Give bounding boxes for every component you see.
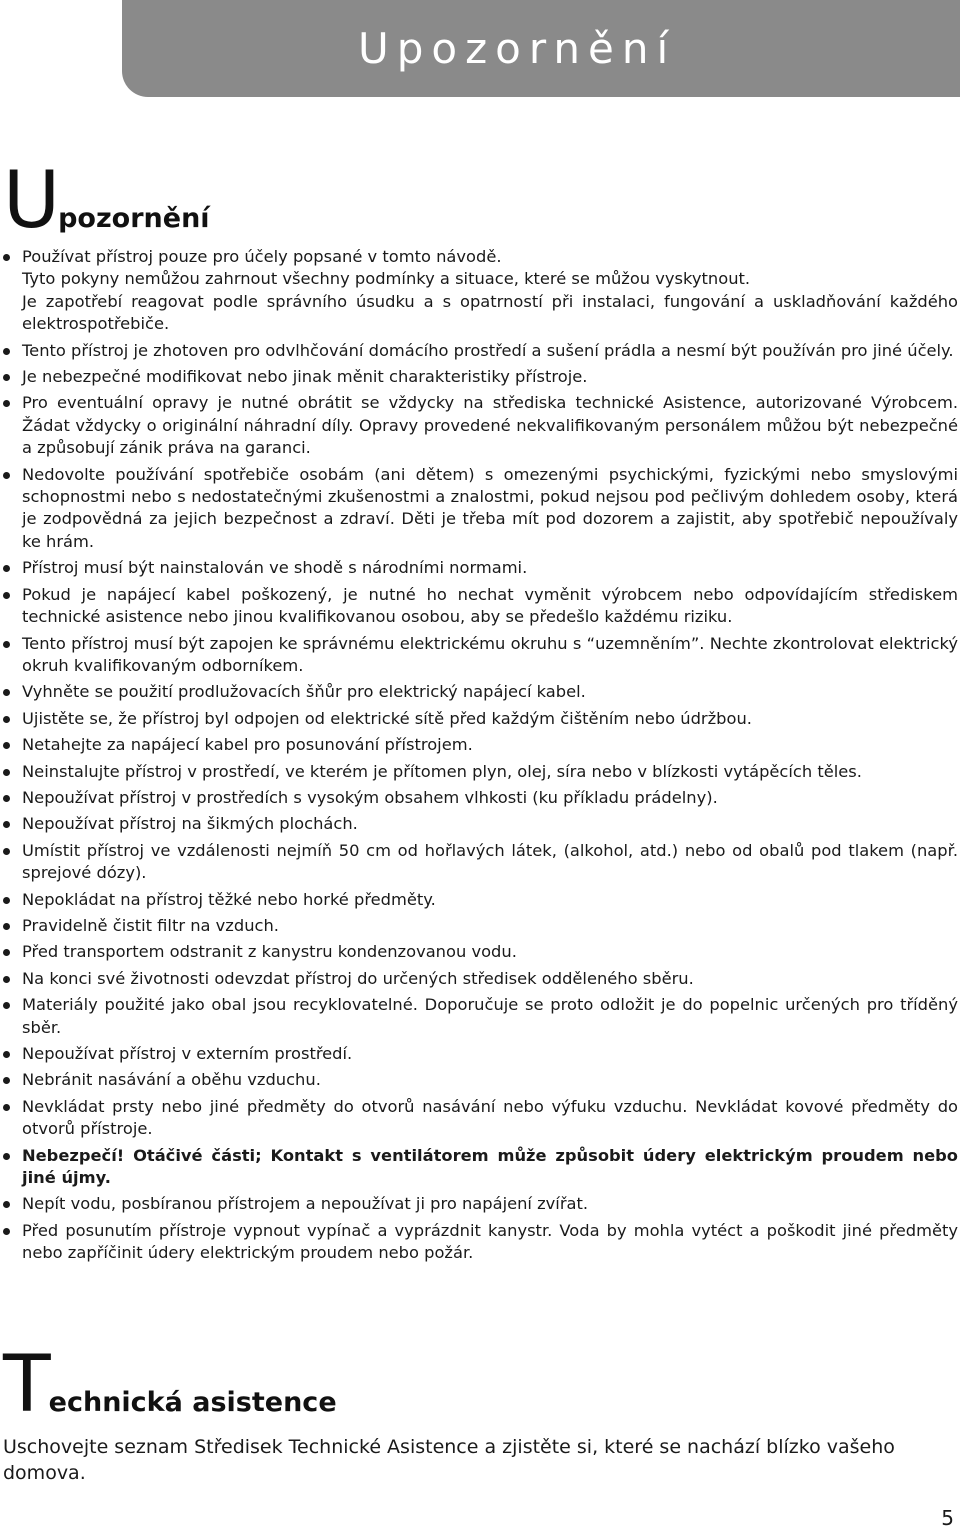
list-item-text: Netahejte za napájecí kabel pro posunování přístrojem. [22,735,473,755]
bullet-icon [3,1077,10,1084]
list-item [0,1145,958,1190]
heading-initial: U [3,156,59,246]
list-item [0,734,958,756]
bullet-icon [3,949,10,956]
list-item [0,840,958,885]
list-item-text: Nevkládat prsty nebo jiné předměty do otvorů nasávání nebo výfuku vzduchu. Nevkládat kovové předměty do otvorů přístroje. [22,1096,958,1139]
list-item-text: Umístit přístroj ve vzdálenosti nejmíň 50 cm od hořlavých látek, (alkohol, atd.) nebo od obalů pod tlakem (např. sprejové dózy). [22,840,958,883]
list-item [0,392,958,459]
bullet-icon [3,923,10,930]
bullet-icon [3,592,10,599]
list-item-text: Tyto pokyny nemůžou zahrnout všechny podmínky a situace, které se můžou vyskytnout. [22,269,751,289]
bullet-icon [3,976,10,983]
header-banner [122,0,960,97]
list-item-text: Vyhněte se použití prodlužovacích šňůr pro elektrický napájecí kabel. [22,682,586,702]
list-item [0,708,958,730]
heading-rest: pozornění [58,203,210,234]
bullet-icon [3,821,10,828]
list-item [0,1069,958,1091]
section-heading-upozorneni [3,156,210,246]
list-item-text: Nepít vodu, posbíranou přístrojem a nepoužívat ji pro napájení zvířat. [22,1194,589,1214]
list-item-text: Na konci své životnosti odevzdat přístroj do určených středisek odděleného sběru. [22,968,694,988]
list-item-text: Používat přístroj pouze pro účely popsané v tomto návodě. [22,247,502,266]
list-item [0,1220,958,1265]
list-item [0,761,958,783]
list-item [0,340,958,362]
bullet-icon [3,374,10,381]
bullet-icon [3,769,10,776]
list-item-text: Nepoužívat přístroj na šikmých plochách. [22,814,358,834]
list-item-text: Nepokládat na přístroj těžké nebo horké předměty. [22,889,436,909]
list-item-text: Přístroj musí být nainstalován ve shodě s národními normami. [22,558,528,578]
bullet-icon [3,472,10,479]
list-item-text: Před transportem odstranit z kanystru kondenzovanou vodu. [22,942,517,962]
list-item-text: Nepoužívat přístroj v prostředích s vysokým obsahem vlhkosti (ku příkladu prádelny). [22,787,718,807]
bullet-icon [3,565,10,572]
list-item [0,994,958,1039]
list-item-text: Nebezpečí! Otáčivé části; Kontakt s ventilátorem může způsobit údery elektrickým proudem nebo jiné újmy. [22,1145,958,1188]
bullet-icon [3,1201,10,1208]
list-item-text: Pro eventuální opravy je nutné obrátit se vždycky na střediska technické Asistence, autorizované Výrobcem. Žádat vždycky o originální náhradní díly. Opravy provedené nekvalifikovaným personálem můžou být nebezpečné a způsobují zánik práva na garanci. [22,393,958,458]
list-item-text: Před posunutím přístroje vypnout vypínač a vyprázdnit kanystr. Voda by mohla vytéct a poškodit jiné předměty nebo zapříčinit údery elektrickým proudem nebo požár. [22,1220,958,1263]
list-item [0,1043,958,1065]
list-item [0,813,958,835]
list-item [0,1193,958,1215]
bullet-icon [3,689,10,696]
bullet-icon [3,742,10,749]
list-item [0,968,958,990]
bullet-icon [3,1104,10,1111]
list-item-text: Je zapotřebí reagovat podle správního úsudku a s opatrností při instalaci, fungování a uskladňování každého elektrospotřebiče. [22,291,958,334]
list-item [0,915,958,937]
list-item-text: Nedovolte používání spotřebiče osobám (ani dětem) s omezenými psychickými, fyzickými nebo smyslovými schopnostmi nebo s nedostatečnými zkušenostmi a znalostmi, pokud nejsou pod pečlivým dohledem osoby, která je zodpovědná za jejich bezpečnost a zdraví. Děti je třeba mít pod dozorem a zajistit, aby spotřebič nepoužívaly ke hrám. [22,464,958,551]
list-item [0,941,958,963]
list-item-text: Nebránit nasávání a oběhu vzduchu. [22,1070,321,1090]
bullet-icon [3,897,10,904]
bullet-icon [3,848,10,855]
list-item-text: Pokud je napájecí kabel poškozený, je nutné ho nechat vyměnit výrobcem nebo odpovídajícím střediskem technické asistence nebo jinou kvalifikovanou osobou, aby se předešlo každému riziku. [22,584,958,627]
list-item [0,681,958,703]
bullet-icon [3,716,10,723]
list-item [0,464,958,554]
bullet-icon [3,795,10,802]
bullet-icon [3,400,10,407]
list-item-text: Tento přístroj je zhotoven pro odvlhčování domácího prostředí a sušení prádla a nesmí být používán pro jiné účely. [22,340,954,360]
list-item-text: Ujistěte se, že přístroj byl odpojen od elektrické sítě před každým čištěním nebo údržbou. [22,708,752,728]
list-item [0,557,958,579]
list-item [0,787,958,809]
list-item [0,633,958,678]
list-item-text: Nepoužívat přístroj v externím prostředí. [22,1044,353,1063]
heading-rest: echnická asistence [48,1387,337,1418]
list-item [0,246,958,336]
heading-initial: T [3,1340,49,1430]
bullet-icon [3,641,10,648]
bullet-icon [3,1228,10,1235]
banner-title: Upozornění [358,24,677,73]
list-item-text: Je nebezpečné modifikovat nebo jinak měnit charakteristiky přístroje. [22,367,588,387]
bullet-icon [3,348,10,355]
list-item [0,584,958,629]
bullet-icon [3,254,10,261]
list-item [0,889,958,911]
list-item [0,1096,958,1141]
assistance-paragraph: Uschovejte seznam Středisek Technické Asistence a zjistěte si, které se nachází blízko vašeho domova. [3,1436,895,1484]
bullet-icon [3,1153,10,1160]
list-item-text: Pravidelně čistit filtr na vzduch. [22,915,279,935]
bullet-icon [3,1051,10,1058]
page-number: 5 [941,1506,954,1530]
warnings-list [0,246,958,1269]
list-item-text: Tento přístroj musí být zapojen ke správnému elektrickému okruhu s “uzemněním”. Nechte zkontrolovat elektrický okruh kvalifikovaným odborníkem. [22,633,958,675]
bullet-icon [3,1002,10,1009]
section-heading-technicka-asistence [3,1340,337,1430]
list-item [0,366,958,388]
list-item-text: Materiály použité jako obal jsou recyklovatelné. Doporučuje se proto odložit je do popelnic určených pro tříděný sběr. [22,995,958,1037]
list-item-text: Neinstalujte přístroj v prostředí, ve kterém je přítomen plyn, olej, síra nebo v blízkosti vytápěcích těles. [22,761,862,781]
